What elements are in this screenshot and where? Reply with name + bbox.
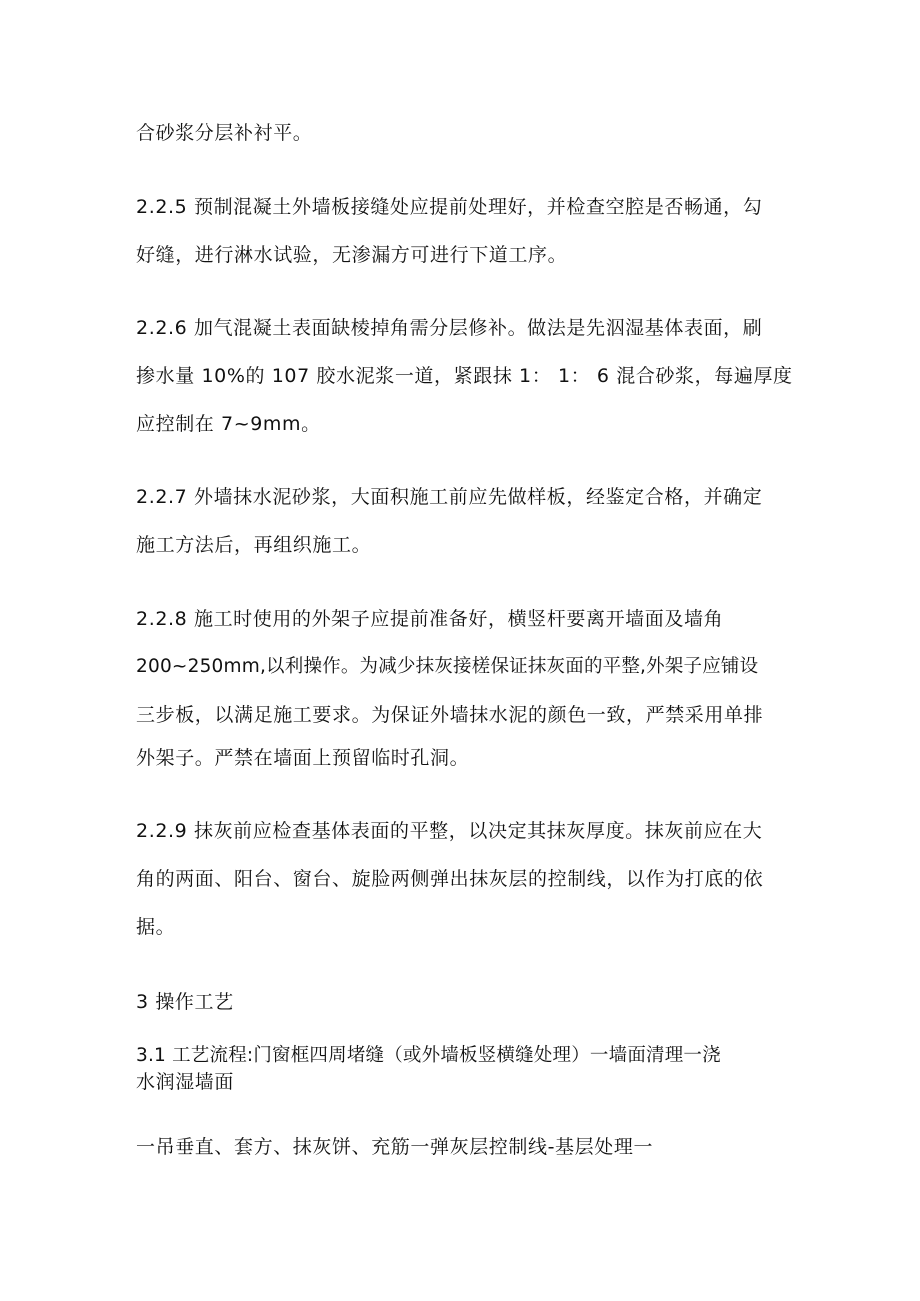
section-2-2-6-line-2: 掺水量 10%的 107 胶水泥浆一道，紧跟抹 1： 1： 6 混合砂浆，每遍厚度 xyxy=(136,365,793,387)
section-3-1-line-2: 水润湿墙面 xyxy=(136,1071,235,1093)
section-2-2-7-line-2: 施工方法后，再组织施工。 xyxy=(136,534,372,556)
section-2-2-8-line-4: 外架子。严禁在墙面上预留临时孔洞。 xyxy=(136,747,470,769)
process-flow-line: 一吊垂直、套方、抹灰饼、充筋一弹灰层控制线-基层处理一 xyxy=(136,1136,654,1158)
section-2-2-9-line-1: 2.2.9 抹灰前应检查基体表面的平整，以决定其抹灰厚度。抹灰前应在大 xyxy=(136,820,763,842)
section-2-2-8-line-3: 三步板，以满足施工要求。为保证外墙抹水泥的颜色一致，严禁采用单排 xyxy=(136,704,764,726)
section-2-2-7-line-1: 2.2.7 外墙抹水泥砂浆，大面积施工前应先做样板，经鉴定合格，并确定 xyxy=(136,486,763,508)
text-line: 合砂浆分层补衬平。 xyxy=(136,122,313,144)
section-3-heading: 3 操作工艺 xyxy=(136,991,234,1013)
section-2-2-8-line-1: 2.2.8 施工时使用的外架子应提前准备好，横竖杆要离开墙面及墙角 xyxy=(136,608,724,630)
section-2-2-9-line-2: 角的两面、阳台、窗台、旋脸两侧弹出抹灰层的控制线，以作为打底的依 xyxy=(136,868,764,890)
section-2-2-5-line-1: 2.2.5 预制混凝土外墙板接缝处应提前处理好，并检查空腔是否畅通，勾 xyxy=(136,196,763,218)
section-2-2-6-line-3: 应控制在 7~9mm。 xyxy=(136,413,321,435)
section-3-1-line-1: 3.1 工艺流程:门窗框四周堵缝（或外墙板竖横缝处理）一墙面清理一浇 xyxy=(136,1045,721,1066)
section-2-2-8-line-2: 200~250mm,以利操作。为减少抹灰接槎保证抹灰面的平整,外架子应铺设 xyxy=(136,656,759,677)
section-2-2-5-line-2: 好缝，进行淋水试验，无渗漏方可进行下道工序。 xyxy=(136,244,568,266)
section-2-2-9-line-3: 据。 xyxy=(136,916,176,938)
section-2-2-6-line-1: 2.2.6 加气混凝土表面缺棱掉角需分层修补。做法是先泅湿基体表面，刷 xyxy=(136,317,763,339)
